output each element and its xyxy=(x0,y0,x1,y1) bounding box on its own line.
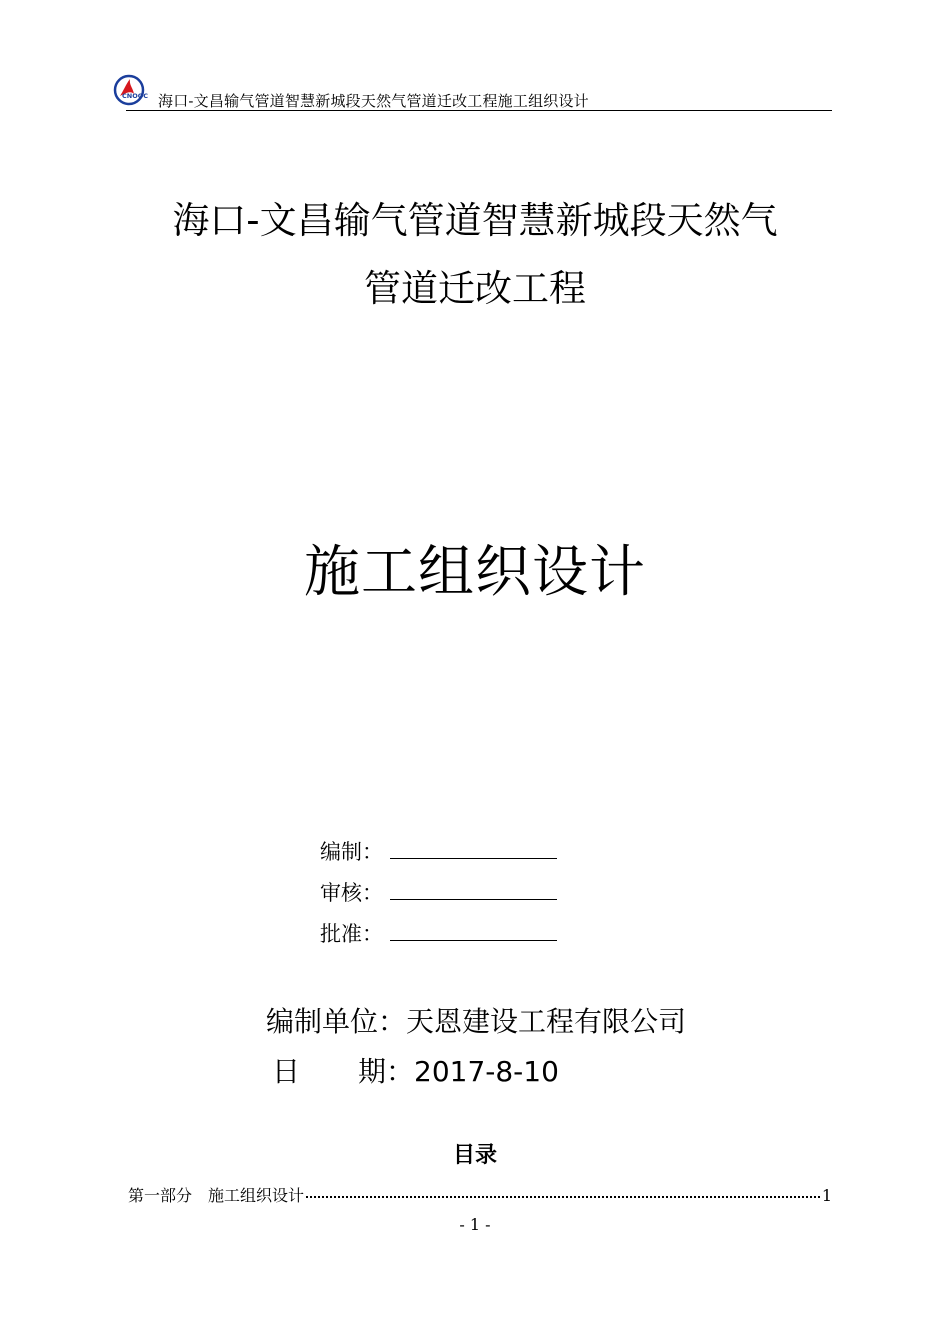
date-label: 日 xyxy=(272,1055,301,1088)
header-divider xyxy=(126,110,832,111)
signature-label: 批准： xyxy=(320,922,383,946)
signature-blank-line xyxy=(390,899,557,900)
toc-entry-text: 第一部分 施工组织设计 xyxy=(128,1186,305,1205)
signature-blank-line xyxy=(390,940,557,941)
page-header xyxy=(112,74,832,112)
compiling-unit: 编制单位：天恩建设工程有限公司 xyxy=(266,1005,687,1038)
toc-dot-leader xyxy=(306,1196,820,1198)
cover-title-line2: 管道迁改工程 xyxy=(364,267,586,310)
signature-label: 审核： xyxy=(320,881,383,905)
toc-entry-page: 1 xyxy=(821,1186,832,1205)
date-line xyxy=(272,1050,559,1090)
document-type-heading: 施工组织设计 xyxy=(304,540,646,605)
cover-title-line1: 海口-文昌输气管道智慧新城段天然气 xyxy=(172,199,778,242)
toc-title: 目录 xyxy=(452,1143,497,1168)
header-title: 海口-文昌输气管道智慧新城段天然气管道迁改工程施工组织设计 xyxy=(158,92,589,110)
svg-text:CNOOC: CNOOC xyxy=(122,92,149,100)
toc-entry[interactable] xyxy=(128,1183,832,1206)
signature-blank-line xyxy=(390,858,557,859)
signature-label: 编制： xyxy=(320,840,383,864)
date-value: 期：2017-8-10 xyxy=(358,1055,559,1088)
page-number: - 1 - xyxy=(459,1215,491,1234)
company-logo-icon xyxy=(112,74,150,106)
